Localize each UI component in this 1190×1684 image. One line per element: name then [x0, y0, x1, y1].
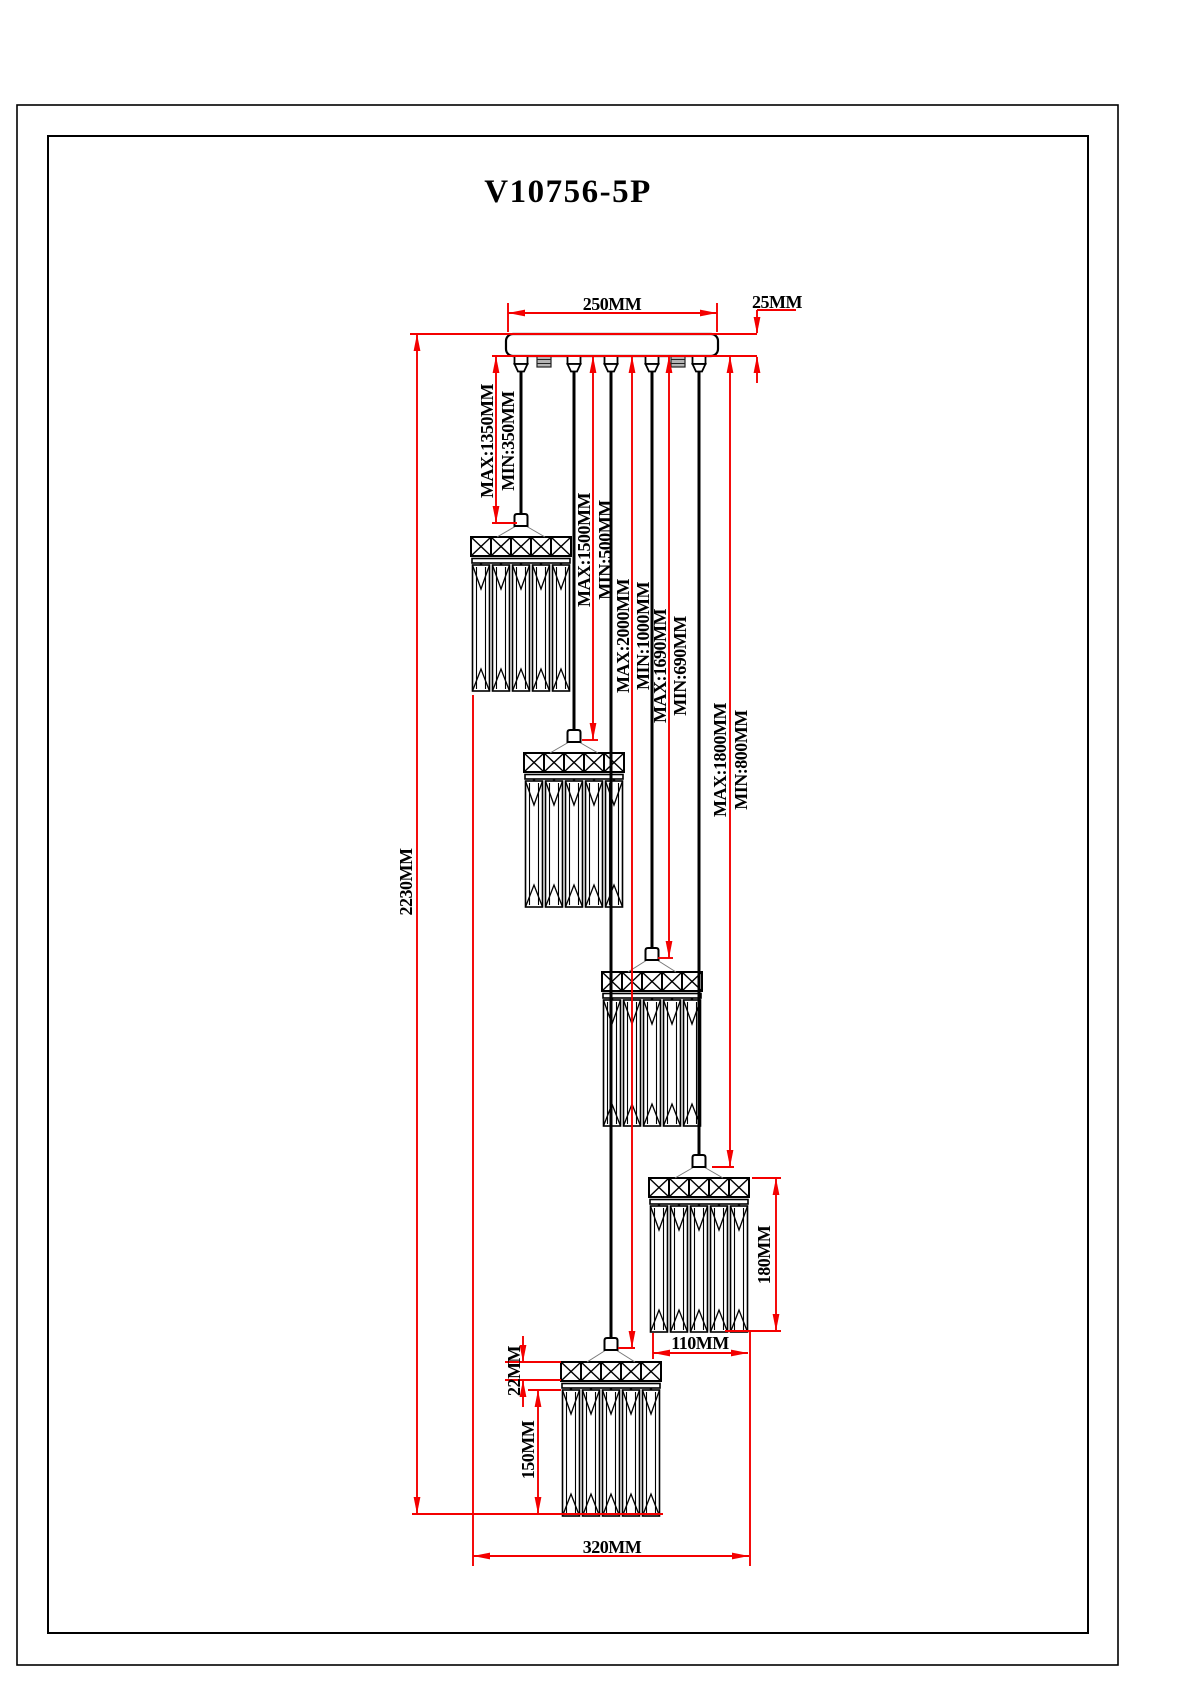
drop5-max-label: MAX:1800MM [710, 703, 730, 817]
canopy-hanger-cone [568, 364, 581, 372]
dimension-arrowhead [700, 310, 717, 317]
dimension-arrowhead [629, 356, 636, 373]
crystal-prism [603, 1390, 620, 1516]
suspension-bar [472, 559, 570, 564]
canopy-hanger-cone [515, 364, 528, 372]
pendant-shade-5 [561, 1362, 661, 1516]
crystal-prism [651, 1206, 668, 1332]
prism-length-label: 150MM [518, 1420, 538, 1480]
overall-height-label: 2230MM [396, 848, 416, 916]
dimension-arrowhead [535, 1390, 542, 1407]
cone-wire [497, 526, 516, 537]
dimension-arrowhead [731, 1350, 748, 1357]
drop2-max-label: MAX:1500MM [574, 493, 594, 607]
dimension-arrowhead [727, 1150, 734, 1167]
pendant-shade-1 [471, 537, 571, 691]
dimension-arrowhead [653, 1350, 670, 1357]
dimension-arrowhead [727, 356, 734, 373]
canopy-hanger-cone [646, 364, 659, 372]
pendant-shade-3 [602, 972, 702, 1126]
dimension-arrowhead [508, 310, 525, 317]
crystal-prism [606, 781, 623, 907]
suspension-bar [525, 775, 623, 780]
crystal-prism [546, 781, 563, 907]
crystal-prism [566, 781, 583, 907]
crystal-prism [671, 1206, 688, 1332]
drop2-min-label: MIN:500MM [595, 500, 615, 600]
shade-height-label: 180MM [754, 1225, 774, 1285]
dimension-arrowhead [590, 356, 597, 373]
suspension-bar [603, 994, 701, 999]
crystal-prism [583, 1390, 600, 1516]
dimension-arrowhead [754, 317, 761, 334]
dimension-arrowhead [414, 334, 421, 351]
crystal-prism [493, 565, 510, 691]
dimension-arrowhead [590, 723, 597, 740]
cone-wire [616, 1350, 635, 1362]
dimension-arrowhead [493, 506, 500, 523]
ceiling-canopy [506, 334, 718, 356]
cone-wire [550, 742, 569, 753]
crystal-prism [691, 1206, 708, 1332]
pendant-shade-4 [649, 1178, 749, 1332]
crystal-prism [563, 1390, 580, 1516]
dimension-arrowhead [754, 356, 761, 373]
crystal-prism [526, 781, 543, 907]
canopy-hanger-cone [605, 364, 618, 372]
drop1-max-label: MAX:1350MM [477, 384, 497, 498]
suspension-bar [650, 1200, 748, 1205]
lamp-cap [515, 514, 528, 526]
cone-wire [628, 960, 647, 972]
crystal-prism [586, 781, 603, 907]
cone-wire [526, 526, 545, 537]
lamp-cap [568, 730, 581, 742]
dimension-arrowhead [493, 356, 500, 373]
cone-wire [587, 1350, 606, 1362]
suspension-bar [562, 1384, 660, 1389]
canopy-hanger [693, 356, 706, 364]
dimension-arrowhead [732, 1553, 749, 1560]
dimension-arrowhead [414, 1497, 421, 1514]
canopy-hanger [646, 356, 659, 364]
crystal-prism [644, 1000, 661, 1126]
drop4-min-label: MIN:690MM [670, 616, 690, 716]
lamp-cap [605, 1338, 618, 1350]
cone-wire [657, 960, 676, 972]
canopy-hanger [515, 356, 528, 364]
canopy-hanger [568, 356, 581, 364]
cone-wire [579, 742, 598, 753]
crystal-prism [731, 1206, 748, 1332]
lamp-cap [646, 948, 659, 960]
model-title: V10756-5P [484, 174, 652, 210]
crystal-prism [664, 1000, 681, 1126]
crystal-prism [553, 565, 570, 691]
crystal-prism [711, 1206, 728, 1332]
cone-wire [704, 1167, 723, 1178]
lamp-cap [693, 1155, 706, 1167]
dimension-arrowhead [473, 1553, 490, 1560]
dimension-arrowhead [773, 1178, 780, 1195]
canopy-hanger [605, 356, 618, 364]
drop3-min-label: MIN:1000MM [633, 582, 653, 690]
dimension-arrowhead [773, 1314, 780, 1331]
cone-wire [675, 1167, 694, 1178]
pendant-shade-2 [524, 753, 624, 907]
drop1-min-label: MIN:350MM [498, 391, 518, 491]
crystal-prism [643, 1390, 660, 1516]
drop3-max-label: MAX:2000MM [613, 579, 633, 693]
canopy-thickness-label: 25MM [752, 292, 802, 312]
crystal-prism [473, 565, 490, 691]
crystal-prism [623, 1390, 640, 1516]
drop5-min-label: MIN:800MM [731, 710, 751, 810]
canopy-hanger-cone [693, 364, 706, 372]
crystal-prism [533, 565, 550, 691]
band-height-label: 22MM [504, 1346, 524, 1396]
crystal-prism [513, 565, 530, 691]
dimension-arrowhead [666, 941, 673, 958]
dimension-arrowhead [629, 1331, 636, 1348]
canopy-screw [671, 356, 685, 367]
canopy-screw [537, 356, 551, 367]
shade-width-label: 110MM [671, 1333, 729, 1353]
drop4-max-label: MAX:1690MM [650, 609, 670, 723]
canopy-width-label: 250MM [582, 294, 642, 314]
dimension-arrowhead [535, 1497, 542, 1514]
overall-width-label: 320MM [582, 1537, 642, 1557]
